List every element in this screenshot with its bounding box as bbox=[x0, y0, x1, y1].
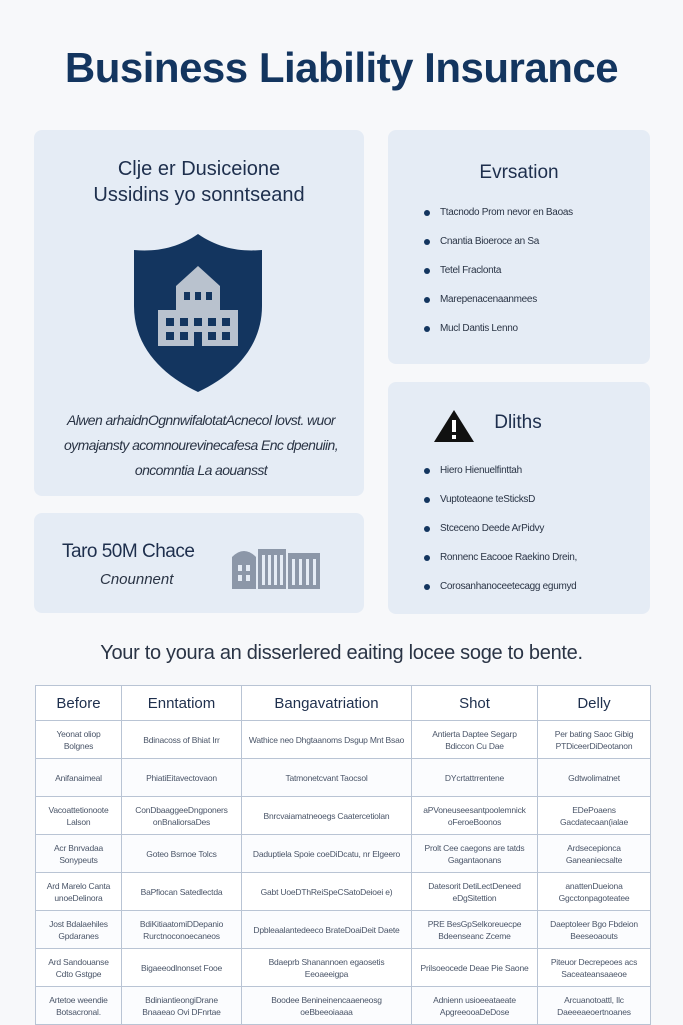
table-cell: Wathice neo Dhgtaanoms Dsgup Mnt Bsao bbox=[242, 721, 412, 759]
table-cell: Datesorit DetiLectDeneed eDgSitettion bbox=[412, 873, 538, 911]
table-row bbox=[36, 721, 651, 759]
list-item: Ttacnodo Prom nevor en Baoas bbox=[440, 206, 573, 235]
table-cell: Prolt Cee caegons are tatds Gagantaonans bbox=[412, 835, 538, 873]
table-cell: Ard Sandouanse Cdto Gstgpe bbox=[36, 949, 122, 987]
exclusions-title: Evrsation bbox=[479, 162, 559, 183]
column-header: Delly bbox=[538, 686, 651, 721]
warnings-card bbox=[388, 382, 650, 614]
table-cell: Acr Bnrvadaa Sonypeuts bbox=[36, 835, 122, 873]
hero-heading-line2: Ussidins yo sonntseand bbox=[93, 184, 305, 206]
table-cell: EDePoaens Gacdatecaan(ialae bbox=[538, 797, 651, 835]
table-cell: Vacoattetionoote Lalson bbox=[36, 797, 122, 835]
table-cell: BdiKitiaatomiDDepanio Rurctnoconoecaneos bbox=[122, 911, 242, 949]
table-cell: Piteuor Decrepeoes acs Saceateansaaeoe bbox=[538, 949, 651, 987]
list-item: Hiero Hienuelfinttah bbox=[440, 464, 577, 493]
table-cell: Prilsoeocede Deae Pie Saone bbox=[412, 949, 538, 987]
table-cell: Daeptoleer Bgo Fbdeion Beeseoaouts bbox=[538, 911, 651, 949]
table-cell: BdiniantieongiDrane Bnaaeao Ovi DFnrtae bbox=[122, 987, 242, 1025]
list-item: Marepenacenaanmees bbox=[440, 293, 573, 322]
hero-card bbox=[34, 130, 364, 496]
hero-heading bbox=[34, 156, 364, 208]
table-cell: PRE BesGpSelkoreuecpe Bdeenseanc Zceme bbox=[412, 911, 538, 949]
list-item: Mucl Dantis Lenno bbox=[440, 322, 573, 351]
table-cell: ConDbaaggeeDngponers onBnaliorsaDes bbox=[122, 797, 242, 835]
table-cell: Jost Bdalaehiles Gpdaranes bbox=[36, 911, 122, 949]
table-cell: Bdinacoss of Bhiat Irr bbox=[122, 721, 242, 759]
list-item: Corosanhanoceetecagg egumyd bbox=[440, 580, 577, 609]
tagline: Your to youra an disserlered eaiting locee soge to bente. bbox=[100, 642, 583, 664]
table-header-row bbox=[36, 686, 651, 721]
shield-building-icon bbox=[130, 230, 266, 394]
table-row bbox=[36, 987, 651, 1025]
table-cell: Ard Marelo Canta unoeDelinora bbox=[36, 873, 122, 911]
table-row bbox=[36, 797, 651, 835]
coverage-card bbox=[34, 513, 364, 613]
column-header: Shot bbox=[412, 686, 538, 721]
list-item: Tetel Fraclonta bbox=[440, 264, 573, 293]
table-cell: Boodee Benineinencaaeneosg oeBbeeoiaaaa bbox=[242, 987, 412, 1025]
table-cell: Artetoe weendie Botsacronal. bbox=[36, 987, 122, 1025]
table-cell: Antierta Daptee Segarp Bdiccon Cu Dae bbox=[412, 721, 538, 759]
table-cell: Bnrcvaiamatneoegs Caatercetiolan bbox=[242, 797, 412, 835]
exclusions-card bbox=[388, 130, 650, 364]
table-row bbox=[36, 873, 651, 911]
table-cell: Tatmonetcvant Taocsol bbox=[242, 759, 412, 797]
table-cell: BaPfiocan Satedlectda bbox=[122, 873, 242, 911]
table-row bbox=[36, 835, 651, 873]
table-cell: DYcrtattrrentene bbox=[412, 759, 538, 797]
table-cell: Ardsecepionca Ganeaniecsalte bbox=[538, 835, 651, 873]
coverage-title: Taro 50M Chace bbox=[62, 541, 195, 562]
hero-body: Alwen arhaidnOgnnwifalotatAcnecol lovst. wuor oymajansty acomnourevinecafesa Enc dpenuiin, oncomntia La aouansst bbox=[64, 412, 338, 478]
table-cell: Gabt UoeDThReiSpeCSatoDeioei e) bbox=[242, 873, 412, 911]
list-item: Stceceno Deede ArPidvy bbox=[440, 522, 577, 551]
table-cell: Gdtwolimatnet bbox=[538, 759, 651, 797]
buildings-icon bbox=[230, 541, 322, 589]
column-header: Before bbox=[36, 686, 122, 721]
table-cell: Anifanaimeal bbox=[36, 759, 122, 797]
table-cell: Adnienn usioeeataeate ApgreeooaDeDose bbox=[412, 987, 538, 1025]
comparison-table bbox=[35, 685, 651, 1025]
table-cell: anattenDueiona Ggcctonpagoteatee bbox=[538, 873, 651, 911]
table-cell: Arcuanotoattl, Ilc Daeeeaeoertnoanes bbox=[538, 987, 651, 1025]
exclusions-list bbox=[440, 206, 573, 351]
table-cell: Goteo Bsrnoe Tolcs bbox=[122, 835, 242, 873]
list-item: Ronnenc Eacooe Raekino Drein, bbox=[440, 551, 577, 580]
list-item: Vuptoteaone teSticksD bbox=[440, 493, 577, 522]
table-cell: Dpbleaalantedeeco BrateDoaiDeit Daete bbox=[242, 911, 412, 949]
column-header: Enntatiom bbox=[122, 686, 242, 721]
warnings-list bbox=[440, 464, 577, 609]
table-row bbox=[36, 911, 651, 949]
table-row bbox=[36, 949, 651, 987]
table-cell: Daduptiela Spoie coeDiDcatu, nr Elgeero bbox=[242, 835, 412, 873]
table-cell: aPVoneuseesantpoolemnick oFeroeBoonos bbox=[412, 797, 538, 835]
table-cell: PhiatiEitavectovaon bbox=[122, 759, 242, 797]
table-cell: Bigaeeodlnonset Fooe bbox=[122, 949, 242, 987]
table-row bbox=[36, 759, 651, 797]
table-cell: Yeonat oliop Bolgnes bbox=[36, 721, 122, 759]
column-header: Bangavatriation bbox=[242, 686, 412, 721]
hero-heading-line1: Clje er Dusiceione bbox=[117, 158, 281, 180]
coverage-subtitle: Cnounnent bbox=[100, 571, 174, 588]
page-title: Business Liability Insurance bbox=[64, 44, 619, 91]
table-cell: Per bating Saoc Gibig PTDiceerDiDeotanon bbox=[538, 721, 651, 759]
list-item: Cnantia Bioeroce an Sa bbox=[440, 235, 573, 264]
warnings-title: Dliths bbox=[494, 412, 542, 433]
table-cell: Bdaeprb Shanannoen egaosetis Eeoaeeigpa bbox=[242, 949, 412, 987]
